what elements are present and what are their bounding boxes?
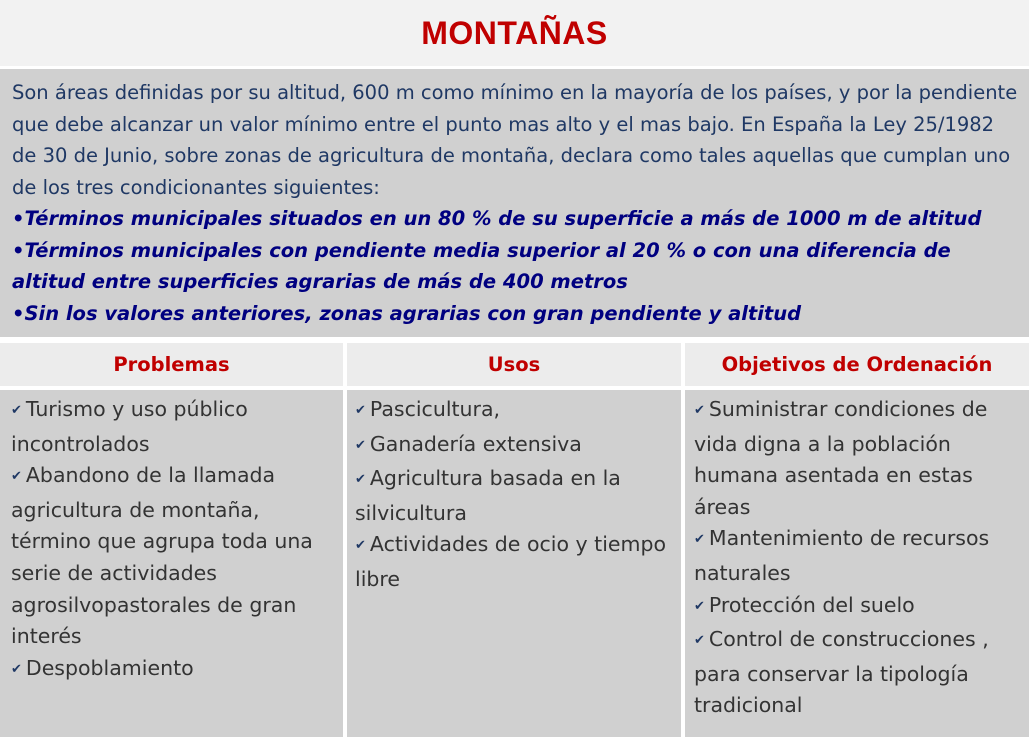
list-item: ✔ Suministrar condiciones de vida digna a la población humana asentada en estas áreas [694,397,988,519]
checkmark-icon: ✔ [11,403,22,418]
intro-box [0,69,1029,337]
list-item: ✔ Control de construcciones , para conservar la tipología tradicional [694,627,989,718]
column-header-label: Problemas [113,353,230,376]
title-band [0,0,1029,66]
list-item: ✔ Ganadería extensiva [355,429,675,464]
list-item: ✔ Abandono de la llamada agricultura de montaña, término que agrupa toda una serie de actividades agrosilvopastorales de gran interés [11,463,313,649]
page-title: MONTAÑAS [421,14,608,51]
checkmark-icon: ✔ [355,538,366,554]
list-item: ✔ Turismo y uso público incontrolados [11,397,248,456]
condition-bullet: •Términos municipales situados en un 80 % de su superficie a más de 1000 m de altitud [12,207,982,230]
list-item: ✔ Despoblamiento [11,653,337,688]
column-body-problemas [0,390,343,737]
checkmark-icon: ✔ [694,532,705,548]
checkmark-icon: ✔ [355,472,366,488]
column-header-objetivos [685,343,1029,386]
checkmark-icon: ✔ [11,661,22,677]
checkmark-icon: ✔ [11,469,22,485]
column-body-objetivos [685,390,1029,737]
checkmark-icon: ✔ [694,403,705,418]
intro-paragraph: Son áreas definidas por su altitud, 600 m como mínimo en la mayoría de los países, y por la pendiente que debe alcanzar un valor mínimo entre el punto mas alto y el mas bajo. En España la Ley 25/1982 de 30 de Junio, sobre zonas de agricultura de montaña, declara como tales aquellas que cumplan uno de los tres condicionantes siguientes: [12,81,1018,199]
list-item: ✔ Agricultura basada en la silvicultura [355,466,621,525]
condition-bullet: •Sin los valores anteriores, zonas agrarias con gran pendiente y altitud [12,301,802,325]
checkmark-icon: ✔ [694,598,705,614]
list-item: ✔ Pascicultura, [355,394,675,429]
column-header-problemas [0,343,343,386]
condition-bullet: •Términos municipales con pendiente media superior al 20 % o con una diferencia de altitud entre superficies agrarias de más de 400 metros [12,238,951,293]
list-item: ✔ Actividades de ocio y tiempo libre [355,532,667,591]
checkmark-icon: ✔ [355,403,366,418]
checkmark-icon: ✔ [355,437,366,453]
column-header-usos [347,343,681,386]
list-item: ✔ Mantenimiento de recursos naturales [694,526,990,585]
column-header-label: Objetivos de Ordenación [721,353,993,376]
column-body-usos [347,390,681,737]
column-header-label: Usos [487,353,541,376]
list-item: ✔ Protección del suelo [694,590,1023,625]
checkmark-icon: ✔ [694,633,705,649]
